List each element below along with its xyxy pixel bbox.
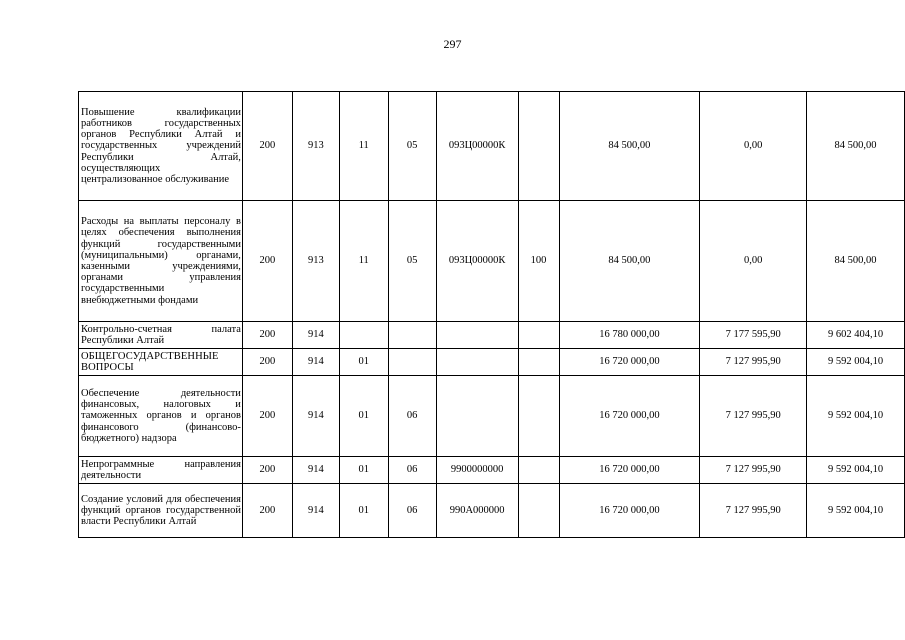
row-code-grbs: 200 [242, 201, 292, 322]
row-code-target: 093Ц00000К [436, 201, 518, 322]
budget-table [78, 91, 905, 538]
row-code-ministry: 914 [292, 349, 339, 376]
row-value-plan: 16 720 000,00 [559, 376, 700, 457]
row-value-remainder: 9 592 004,10 [807, 457, 905, 484]
table-row [79, 349, 905, 376]
row-value-actual: 0,00 [700, 201, 807, 322]
row-name: ОБЩЕГОСУДАРСТВЕННЫЕ ВОПРОСЫ [79, 349, 243, 376]
table-row [79, 201, 905, 322]
row-code-expense-type [518, 92, 559, 201]
row-code-expense-type [518, 484, 559, 538]
row-value-plan: 84 500,00 [559, 92, 700, 201]
table-row [79, 376, 905, 457]
row-code-subsection [388, 322, 436, 349]
row-value-plan: 16 720 000,00 [559, 484, 700, 538]
row-code-section: 01 [339, 484, 388, 538]
row-value-actual: 7 127 995,90 [700, 484, 807, 538]
row-value-remainder: 9 592 004,10 [807, 376, 905, 457]
row-code-section: 01 [339, 457, 388, 484]
table-row [79, 92, 905, 201]
row-code-target: 9900000000 [436, 457, 518, 484]
row-code-subsection: 06 [388, 457, 436, 484]
row-code-target [436, 322, 518, 349]
row-code-expense-type [518, 376, 559, 457]
row-value-actual: 7 127 995,90 [700, 349, 807, 376]
row-code-target: 093Ц00000К [436, 92, 518, 201]
row-name: Непрограммные направления деятельности [79, 457, 243, 484]
table-row [79, 484, 905, 538]
row-code-subsection: 06 [388, 376, 436, 457]
row-code-grbs: 200 [242, 376, 292, 457]
row-value-remainder: 9 592 004,10 [807, 349, 905, 376]
row-value-remainder: 9 602 404,10 [807, 322, 905, 349]
row-value-plan: 16 720 000,00 [559, 349, 700, 376]
row-code-grbs: 200 [242, 92, 292, 201]
row-value-plan: 16 780 000,00 [559, 322, 700, 349]
row-code-subsection: 05 [388, 92, 436, 201]
row-name: Расходы на выплаты персоналу в целях обеспечения выполнения функций государственными (муниципальными) органами, казенными учреждениями, органами управления государственными внебюджетными фондами [79, 201, 243, 322]
row-code-target [436, 349, 518, 376]
row-code-grbs: 200 [242, 484, 292, 538]
row-code-target [436, 376, 518, 457]
row-code-section [339, 322, 388, 349]
row-value-remainder: 9 592 004,10 [807, 484, 905, 538]
row-code-subsection: 05 [388, 201, 436, 322]
row-value-actual: 7 127 995,90 [700, 376, 807, 457]
row-name: Создание условий для обеспечения функций органов государственной власти Республики Алтай [79, 484, 243, 538]
row-code-section: 11 [339, 201, 388, 322]
page-number: 297 [443, 37, 462, 51]
row-name: Обеспечение деятельности финансовых, налоговых и таможенных органов и органов финансового (финансово-бюджетного) надзора [79, 376, 243, 457]
row-value-actual: 0,00 [700, 92, 807, 201]
row-value-plan: 16 720 000,00 [559, 457, 700, 484]
row-code-expense-type [518, 457, 559, 484]
row-code-grbs: 200 [242, 322, 292, 349]
row-code-ministry: 914 [292, 376, 339, 457]
row-value-plan: 84 500,00 [559, 201, 700, 322]
row-name: Контрольно-счетная палата Республики Алтай [79, 322, 243, 349]
row-code-ministry: 913 [292, 201, 339, 322]
row-value-actual: 7 177 595,90 [700, 322, 807, 349]
row-code-grbs: 200 [242, 349, 292, 376]
row-code-expense-type [518, 322, 559, 349]
row-code-section: 01 [339, 376, 388, 457]
row-code-section: 01 [339, 349, 388, 376]
row-value-actual: 7 127 995,90 [700, 457, 807, 484]
row-code-subsection [388, 349, 436, 376]
row-code-expense-type: 100 [518, 201, 559, 322]
table-row [79, 457, 905, 484]
row-code-grbs: 200 [242, 457, 292, 484]
table-row [79, 322, 905, 349]
row-value-remainder: 84 500,00 [807, 92, 905, 201]
row-code-section: 11 [339, 92, 388, 201]
row-name: Повышение квалификации работников государственных органов Республики Алтай и государственных учреждений Республики Алтай, осуществляющих централизованное обслуживание [79, 92, 243, 201]
row-code-expense-type [518, 349, 559, 376]
row-code-ministry: 914 [292, 322, 339, 349]
row-code-target: 990А000000 [436, 484, 518, 538]
row-value-remainder: 84 500,00 [807, 201, 905, 322]
row-code-ministry: 914 [292, 484, 339, 538]
row-code-subsection: 06 [388, 484, 436, 538]
row-code-ministry: 913 [292, 92, 339, 201]
row-code-ministry: 914 [292, 457, 339, 484]
